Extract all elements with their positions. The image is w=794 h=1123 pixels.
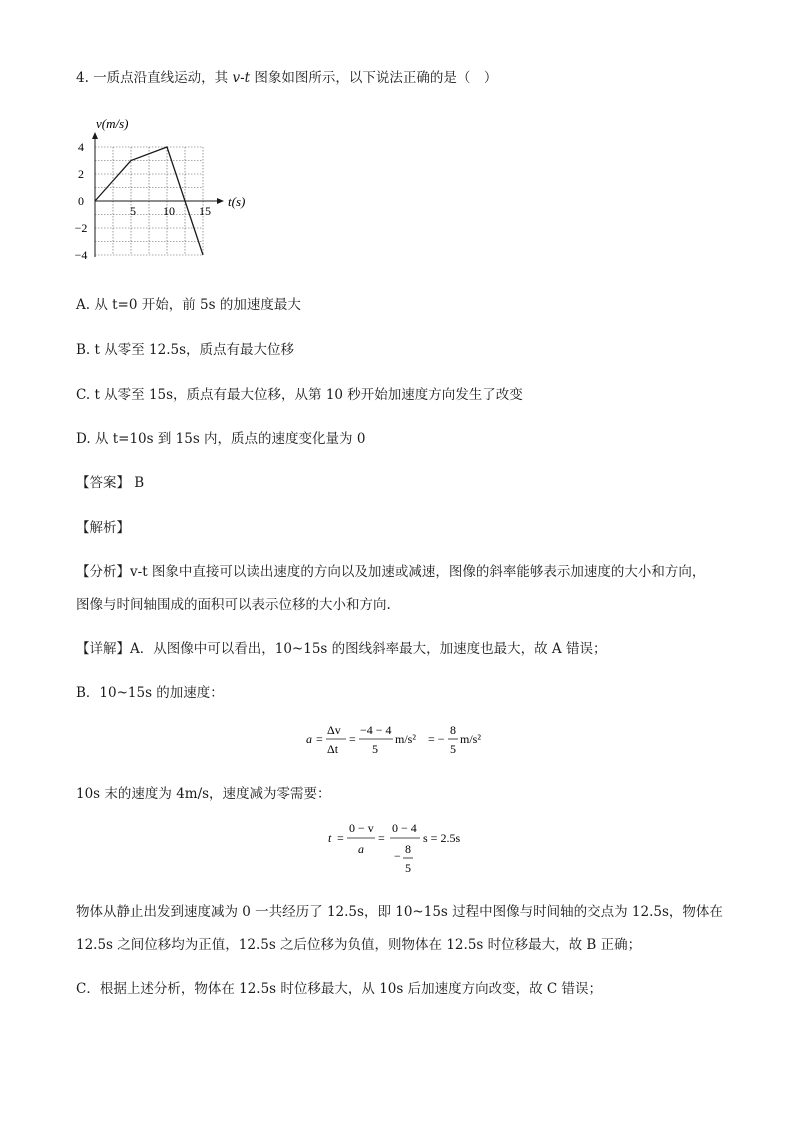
fenxi-line2: 图像与时间轴围成的面积可以表示位移的大小和方向. [76,597,391,613]
detail-b2-line1: 物体从静止出发到速度减为 0 一共经历了 12.5s，即 10~15s 过程中图像与时间轴的交点为 12.5s，物体在 [76,904,723,920]
y-tick-label: −2 [74,221,88,235]
option-b-id: B. [76,342,91,358]
option-a [76,293,301,313]
f2-eq2: = [378,831,385,845]
y-axis-label: v(m/s) [96,116,129,131]
f1-eq-b: = [349,732,356,746]
detail-label: 【详解】 [76,641,130,657]
f2-eq: = [337,831,344,845]
option-b [76,338,294,358]
f1-dt: Δt [327,742,339,756]
y-tick-label: 2 [78,167,84,181]
y-tick-label: 4 [78,140,84,154]
answer-label: 【答案】 [76,475,130,491]
detail-b-line: B．10~15s 的加速度： [76,685,224,701]
f2-den-num: 8 [405,842,411,856]
x-tick-label: 10 [163,204,175,218]
question-vt: v-t [232,70,251,86]
detail-a-line [76,637,606,657]
f2-den: a [358,842,364,856]
option-b-text: t 从零至 12.5s，质点有最大位移 [94,342,295,358]
f1-unit: m/s² [395,732,416,746]
y-tick-label: 0 [78,194,84,208]
analysis-label: 【解析】 [76,520,130,536]
x-tick-label: 15 [199,204,211,218]
answer-value: B [134,475,145,491]
time-formula [322,815,482,879]
fenxi-line1 [76,560,705,580]
option-d-text: 从 t=10s 到 15s 内，质点的速度变化量为 0 [94,431,366,447]
f1-d5: 5 [450,742,456,756]
f2-den-minus: − [394,849,401,863]
detail-c-line: C．根据上述分析，物体在 12.5s 时位移最大，从 10s 后加速度方向改变，故 C 错误； [76,981,602,997]
x-axis-label: t(s) [228,194,246,209]
f1-num: −4 − 4 [360,723,392,737]
x-tick-label: 5 [130,204,136,218]
f1-eq2: = − [428,732,445,746]
f2-num: 0 − v [349,821,374,835]
option-d-id: D. [76,431,91,447]
vt-chart [70,110,260,270]
option-c-text: t 从零至 15s，质点有最大位移，从第 10 秒开始加速度方向发生了改变 [94,387,523,403]
option-a-text: 从 t=0 开始，前 5s 的加速度最大 [94,297,301,313]
question-number: 4. [76,70,89,86]
option-c [76,383,523,403]
fenxi-text1: v-t 图象中直接可以读出速度的方向以及加速或减速，图像的斜率能够表示加速度的大小和方向， [130,564,706,580]
option-d [76,427,365,447]
f1-eq: = [316,732,323,746]
f1-den: 5 [372,742,378,756]
f1-a: a [306,732,312,746]
f1-dv: Δv [327,723,341,737]
f2-den-den: 5 [405,861,411,875]
f1-n8: 8 [450,723,456,737]
detail-a-text: A．从图像中可以看出，10~15s 的图线斜率最大，加速度也最大，故 A 错误； [130,641,607,657]
f1-unit2: m/s² [460,732,481,746]
option-a-id: A. [76,297,91,313]
y-tick-label: −4 [74,248,88,262]
speed-line: 10s 末的速度为 4m/s，速度减为零需要： [76,786,331,802]
fenxi-label: 【分析】 [76,564,130,580]
f2-num2: 0 − 4 [392,821,417,835]
answer-line [76,471,144,491]
question-text-after: 图象如图所示，以下说法正确的是（ ） [254,70,498,86]
f2-t: t [328,831,332,845]
question-text-before: 一质点沿直线运动，其 [93,70,229,86]
acceleration-formula [300,718,500,762]
y-axis-arrow [92,132,98,139]
x-axis-arrow [217,198,224,204]
option-c-id: C. [76,387,91,403]
detail-b2-line2: 12.5s 之间位移均为正值，12.5s 之后位移为负值，则物体在 12.5s 时位移最大，故 B 正确； [76,937,642,953]
f2-unit: s = 2.5s [423,831,461,845]
question-line [76,66,497,86]
